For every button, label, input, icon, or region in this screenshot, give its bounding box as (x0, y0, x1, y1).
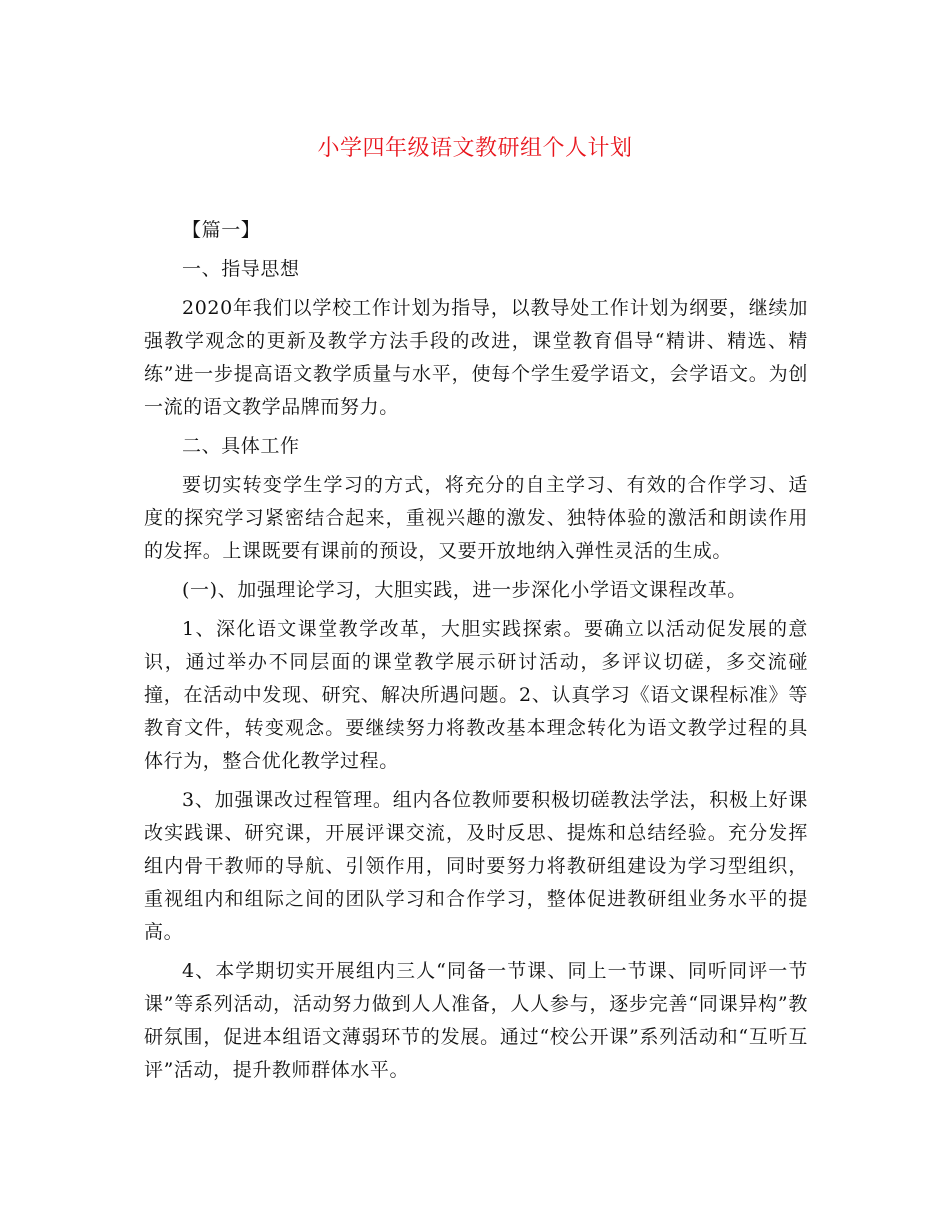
paragraph-item-4: 4、本学期切实开展组内三人“同备一节课、同上一节课、同听同评一节课”等系列活动，活动努力做到人人准备，人人参与，逐步完善“同课异构”教研氛围，促进本组语文薄弱环节的发展。通过“校公开课”系列活动和“互听互评”活动，提升教师群体水平。 (144, 960, 808, 1081)
part-heading: 【篇一】 (182, 219, 261, 241)
document-body (144, 214, 808, 1093)
subsection-heading-theory-study: (一)、加强理论学习，大胆实践，进一步深化小学语文课程改革。 (182, 579, 747, 601)
paragraph-item-1-2: 1、深化语文课堂教学改革，大胆实践探索。要确立以活动促发展的意识，通过举办不同层面的课堂教学展示研讨活动，多评议切磋，多交流碰撞，在活动中发现、研究、解决所遇问题。2、认真学习《语文课程标准》等教育文件，转变观念。要继续努力将教改基本理念转化为语文教学过程的具体行为，整合优化教学过程。 (144, 618, 808, 772)
section-heading-specific-work: 二、具体工作 (182, 435, 300, 457)
paragraph-guiding-ideology: 2020年我们以学校工作计划为指导，以教导处工作计划为纲要，继续加强教学观念的更新及教学方法手段的改进，课堂教育倡导“精讲、精选、精练”进一步提高语文教学质量与水平，使每个学生爱学语文，会学语文。为创一流的语文教学品牌而努力。 (144, 297, 808, 418)
document-title: 小学四年级语文教研组个人计划 (317, 136, 633, 161)
paragraph-learning-methods: 要切实转变学生学习的方式，将充分的自主学习、有效的合作学习、适度的探究学习紧密结合起来，重视兴趣的激发、独特体验的激活和朗读作用的发挥。上课既要有课前的预设，又要开放地纳入弹性灵活的生成。 (144, 474, 808, 562)
section-heading-guiding-ideology: 一、指导思想 (182, 258, 300, 280)
paragraph-item-3: 3、加强课改过程管理。组内各位教师要积极切磋教法学法，积极上好课改实践课、研究课，开展评课交流，及时反思、提炼和总结经验。充分发挥组内骨干教师的导航、引领作用，同时要努力将教研组建设为学习型组织，重视组内和组际之间的团队学习和合作学习，整体促进教研组业务水平的提高。 (144, 789, 808, 943)
